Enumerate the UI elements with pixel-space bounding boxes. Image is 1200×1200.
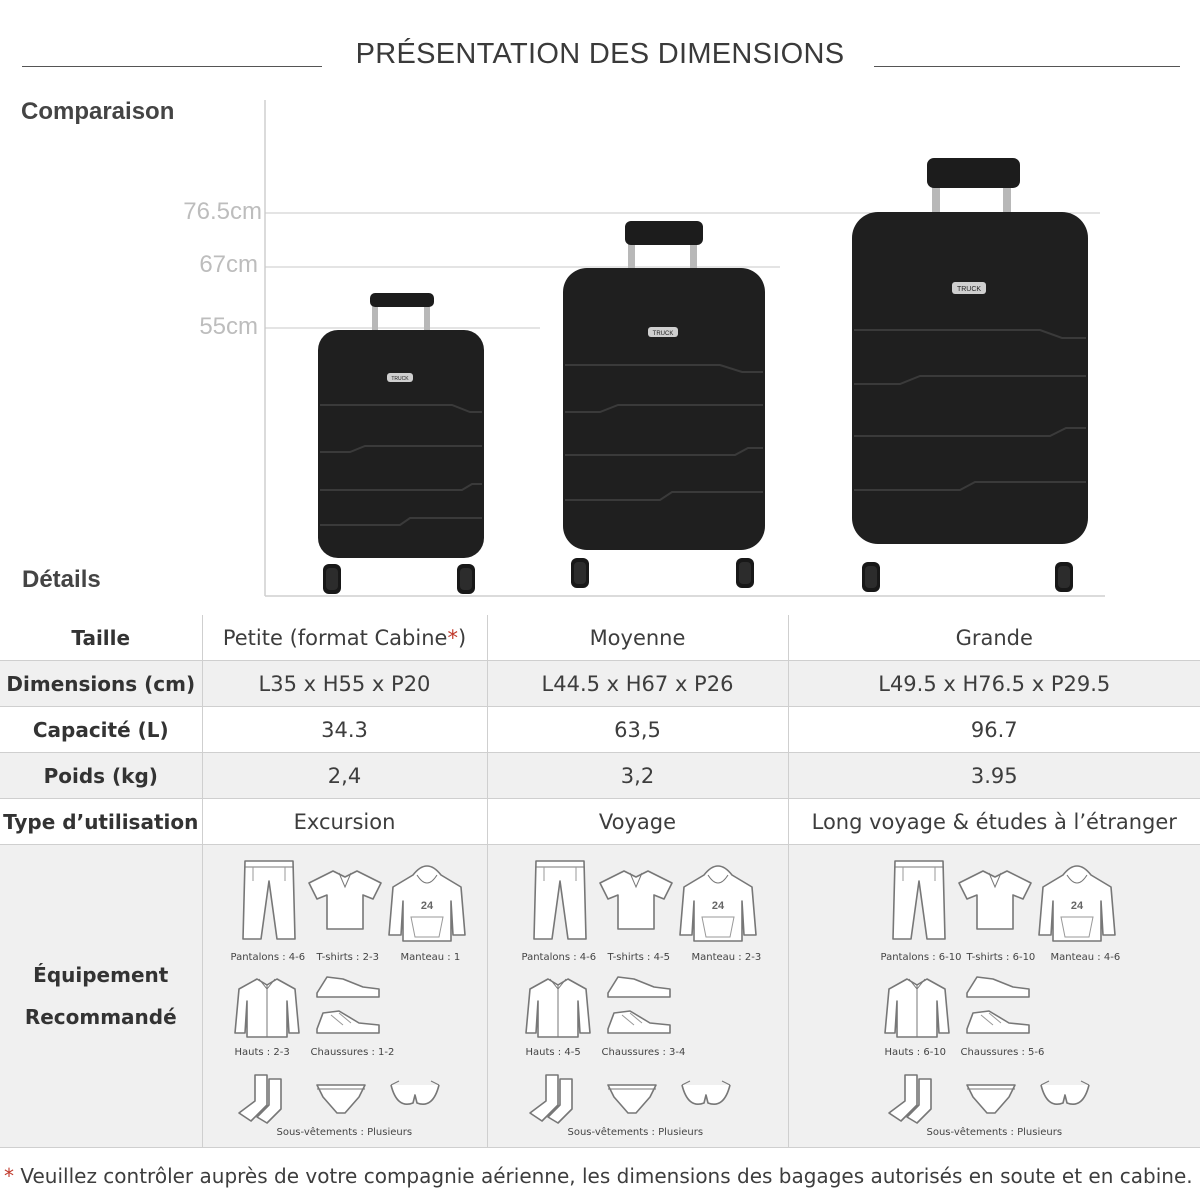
- cell-usage-small: Excursion: [202, 799, 487, 845]
- equipment-caption: Chaussures : 5-6: [960, 1047, 1045, 1058]
- equipment-caption: Chaussures : 1-2: [310, 1047, 395, 1058]
- svg-text:24: 24: [420, 900, 433, 912]
- cell-size-small: Petite (format Cabine*): [202, 615, 487, 661]
- brand-badge: TRUCK: [956, 286, 982, 293]
- cell-dimensions-large: L49.5 x H76.5 x P29.5: [788, 661, 1200, 707]
- row-label-equipment: Équipement Recommandé: [0, 845, 202, 1148]
- table-row: [0, 799, 1200, 845]
- socks-icon: [233, 1071, 293, 1132]
- equipment-caption: T-shirts : 6-10: [966, 952, 1036, 963]
- sneaker-icon: [313, 1005, 383, 1044]
- cell-equipment-large: [788, 845, 1200, 1148]
- briefs-icon: [963, 1081, 1019, 1122]
- dress-shoe-icon: [313, 969, 383, 1008]
- briefs-icon: [604, 1081, 660, 1122]
- equipment-caption: Manteau : 2-3: [691, 952, 762, 963]
- equipment-caption: Sous-vêtements : Plusieurs: [926, 1127, 1063, 1138]
- svg-text:24: 24: [1070, 900, 1083, 912]
- pants-icon: [889, 855, 949, 948]
- cell-equipment-small: [202, 845, 487, 1148]
- equipment-caption: Manteau : 1: [400, 952, 461, 963]
- cell-capacity-small: 34.3: [202, 707, 487, 753]
- shirt-icon: [233, 975, 301, 1046]
- title-rule-right: [874, 66, 1180, 67]
- details-table: [0, 615, 1200, 1148]
- pants-icon: [530, 855, 590, 948]
- sneaker-icon: [963, 1005, 1033, 1044]
- dress-shoe-icon: [604, 969, 674, 1008]
- details-heading: Détails: [22, 566, 101, 593]
- table-row: [0, 845, 1200, 1148]
- cell-weight-large: 3.95: [788, 753, 1200, 799]
- bra-icon: [1037, 1077, 1093, 1118]
- footnote: * Veuillez contrôler auprès de votre compagnie aérienne, les dimensions des bagages autorisés en soute et en cabine.: [4, 1164, 1193, 1188]
- equipment-caption: T-shirts : 2-3: [316, 952, 379, 963]
- cabin-asterisk: *: [447, 625, 458, 650]
- equipment-caption: Pantalons : 6-10: [880, 952, 962, 963]
- dimension-label-medium: 67cm: [199, 251, 258, 278]
- equipment-caption: T-shirts : 4-5: [607, 952, 670, 963]
- dress-shoe-icon: [963, 969, 1033, 1008]
- shirt-icon: [883, 975, 951, 1046]
- shirt-icon: [524, 975, 592, 1046]
- bra-icon: [678, 1077, 734, 1118]
- tshirt-icon: [596, 867, 676, 938]
- sneaker-icon: [604, 1005, 674, 1044]
- equipment-caption: Pantalons : 4-6: [230, 952, 306, 963]
- suitcase-large: [852, 158, 1088, 592]
- brand-badge: TRUCK: [652, 331, 674, 337]
- hoodie-icon: [1037, 861, 1117, 950]
- cell-equipment-medium: [487, 845, 788, 1148]
- row-label-dimensions: Dimensions (cm): [0, 661, 202, 707]
- svg-text:24: 24: [711, 900, 724, 912]
- briefs-icon: [313, 1081, 369, 1122]
- cell-size-large: Grande: [788, 615, 1200, 661]
- size-comparison-chart: [0, 90, 1200, 610]
- equipment-caption: Hauts : 6-10: [884, 1047, 947, 1058]
- tshirt-icon: [305, 867, 385, 938]
- cell-usage-medium: Voyage: [487, 799, 788, 845]
- row-label-size: Taille: [0, 615, 202, 661]
- socks-icon: [524, 1071, 584, 1132]
- table-row: [0, 753, 1200, 799]
- equipment-caption: Hauts : 2-3: [234, 1047, 290, 1058]
- suitcase-medium: [563, 221, 765, 588]
- hoodie-icon: [387, 861, 467, 950]
- cell-usage-large: Long voyage & études à l’étranger: [788, 799, 1200, 845]
- brand-badge: TRUCK: [391, 376, 409, 382]
- bra-icon: [387, 1077, 443, 1118]
- cell-weight-small: 2,4: [202, 753, 487, 799]
- cell-dimensions-small: L35 x H55 x P20: [202, 661, 487, 707]
- tshirt-icon: [955, 867, 1035, 938]
- equipment-caption: Sous-vêtements : Plusieurs: [276, 1127, 413, 1138]
- equipment-caption: Hauts : 4-5: [525, 1047, 581, 1058]
- dimension-label-large: 76.5cm: [183, 198, 262, 225]
- pants-icon: [239, 855, 299, 948]
- equipment-caption: Pantalons : 4-6: [521, 952, 597, 963]
- row-label-weight: Poids (kg): [0, 753, 202, 799]
- cell-weight-medium: 3,2: [487, 753, 788, 799]
- page-title: PRÉSENTATION DES DIMENSIONS: [355, 38, 845, 70]
- equipment-caption: Manteau : 4-6: [1050, 952, 1121, 963]
- hoodie-icon: [678, 861, 758, 950]
- cell-dimensions-medium: L44.5 x H67 x P26: [487, 661, 788, 707]
- socks-icon: [883, 1071, 943, 1132]
- comparison-heading: Comparaison: [21, 98, 175, 125]
- row-label-capacity: Capacité (L): [0, 707, 202, 753]
- table-row: [0, 661, 1200, 707]
- cell-capacity-large: 96.7: [788, 707, 1200, 753]
- dimension-label-small: 55cm: [199, 313, 258, 340]
- equipment-caption: Sous-vêtements : Plusieurs: [567, 1127, 704, 1138]
- cell-capacity-medium: 63,5: [487, 707, 788, 753]
- cell-size-medium: Moyenne: [487, 615, 788, 661]
- suitcase-small: [318, 293, 484, 594]
- table-row: [0, 707, 1200, 753]
- equipment-caption: Chaussures : 3-4: [601, 1047, 686, 1058]
- table-row: [0, 615, 1200, 661]
- row-label-usage: Type d’utilisation: [0, 799, 202, 845]
